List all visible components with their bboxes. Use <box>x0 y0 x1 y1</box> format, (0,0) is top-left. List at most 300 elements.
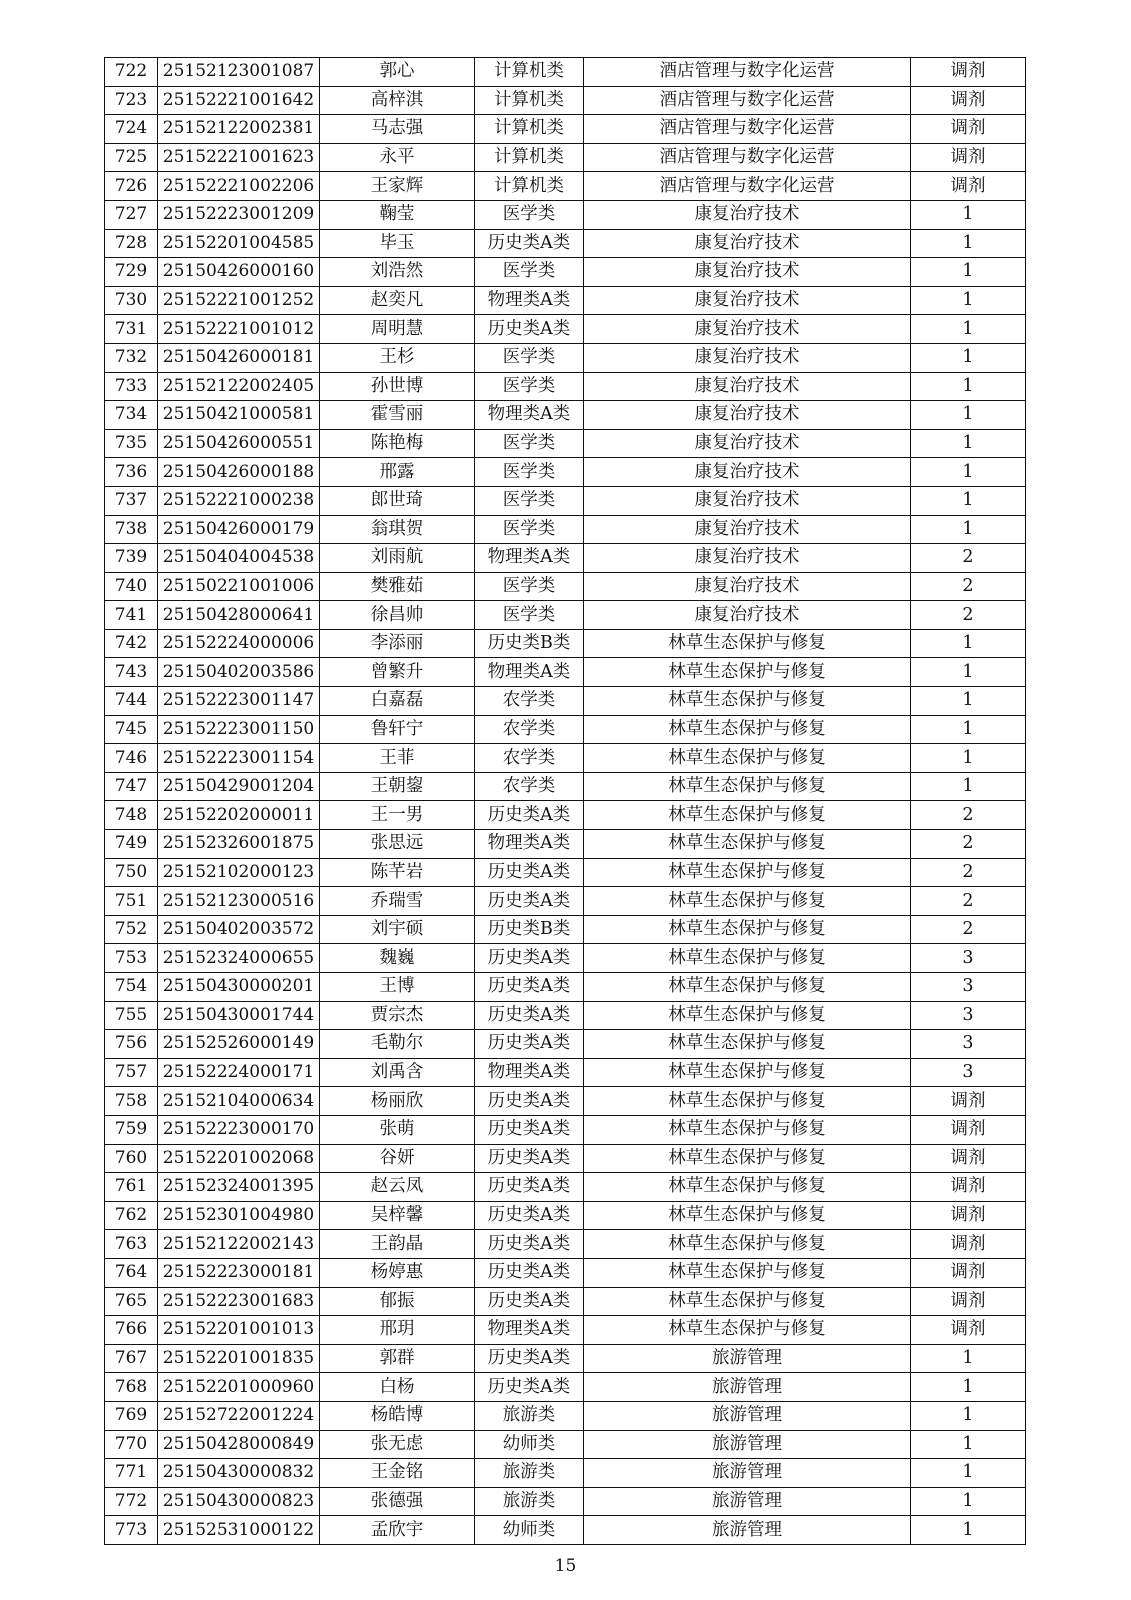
choice-cell: 1 <box>911 1430 1026 1459</box>
seq-cell: 748 <box>105 801 158 830</box>
name-cell: 刘浩然 <box>320 258 475 287</box>
choice-cell: 3 <box>911 1030 1026 1059</box>
candidate-id-cell: 25152301004980 <box>158 1201 320 1230</box>
name-cell: 孟欣宇 <box>320 1516 475 1545</box>
major-cell: 林草生态保护与修复 <box>584 887 911 916</box>
table-row <box>105 1487 1026 1516</box>
candidate-id-cell: 25152223000170 <box>158 1115 320 1144</box>
seq-cell: 754 <box>105 973 158 1002</box>
name-cell: 周明慧 <box>320 315 475 344</box>
seq-cell: 731 <box>105 315 158 344</box>
category-cell: 物理类A类 <box>475 401 584 430</box>
choice-cell: 1 <box>911 258 1026 287</box>
candidate-id-cell: 25152224000171 <box>158 1058 320 1087</box>
choice-cell: 调剂 <box>911 172 1026 201</box>
major-cell: 酒店管理与数字化运营 <box>584 58 911 87</box>
name-cell: 谷妍 <box>320 1144 475 1173</box>
major-cell: 林草生态保护与修复 <box>584 1230 911 1259</box>
name-cell: 杨婷惠 <box>320 1258 475 1287</box>
admission-table <box>104 57 1026 1545</box>
candidate-id-cell: 25150429001204 <box>158 772 320 801</box>
choice-cell: 调剂 <box>911 1258 1026 1287</box>
table-row <box>105 858 1026 887</box>
major-cell: 林草生态保护与修复 <box>584 1173 911 1202</box>
candidate-id-cell: 25152326001875 <box>158 830 320 859</box>
name-cell: 王一男 <box>320 801 475 830</box>
table-row <box>105 1430 1026 1459</box>
choice-cell: 调剂 <box>911 86 1026 115</box>
table-row <box>105 1287 1026 1316</box>
name-cell: 曾繁升 <box>320 658 475 687</box>
seq-cell: 753 <box>105 944 158 973</box>
choice-cell: 2 <box>911 601 1026 630</box>
table-row <box>105 1258 1026 1287</box>
major-cell: 旅游管理 <box>584 1401 911 1430</box>
major-cell: 康复治疗技术 <box>584 486 911 515</box>
table-body <box>105 58 1026 1545</box>
choice-cell: 1 <box>911 658 1026 687</box>
category-cell: 计算机类 <box>475 115 584 144</box>
seq-cell: 725 <box>105 143 158 172</box>
table-row <box>105 1030 1026 1059</box>
candidate-id-cell: 25152324000655 <box>158 944 320 973</box>
category-cell: 历史类A类 <box>475 1087 584 1116</box>
major-cell: 林草生态保护与修复 <box>584 629 911 658</box>
seq-cell: 772 <box>105 1487 158 1516</box>
table-row <box>105 143 1026 172</box>
name-cell: 赵云凤 <box>320 1173 475 1202</box>
table-row <box>105 343 1026 372</box>
name-cell: 张德强 <box>320 1487 475 1516</box>
major-cell: 林草生态保护与修复 <box>584 1115 911 1144</box>
table-row <box>105 458 1026 487</box>
table-row <box>105 772 1026 801</box>
choice-cell: 1 <box>911 486 1026 515</box>
category-cell: 历史类A类 <box>475 1001 584 1030</box>
table-row <box>105 200 1026 229</box>
choice-cell: 调剂 <box>911 143 1026 172</box>
table-row <box>105 715 1026 744</box>
name-cell: 王朝鋆 <box>320 772 475 801</box>
category-cell: 历史类A类 <box>475 1144 584 1173</box>
major-cell: 康复治疗技术 <box>584 544 911 573</box>
name-cell: 赵奕凡 <box>320 286 475 315</box>
category-cell: 物理类A类 <box>475 658 584 687</box>
choice-cell: 1 <box>911 515 1026 544</box>
category-cell: 历史类A类 <box>475 858 584 887</box>
candidate-id-cell: 25150402003572 <box>158 915 320 944</box>
choice-cell: 1 <box>911 372 1026 401</box>
seq-cell: 727 <box>105 200 158 229</box>
candidate-id-cell: 25152122002143 <box>158 1230 320 1259</box>
table-row <box>105 372 1026 401</box>
major-cell: 旅游管理 <box>584 1344 911 1373</box>
candidate-id-cell: 25152221001252 <box>158 286 320 315</box>
table-row <box>105 115 1026 144</box>
candidate-id-cell: 25152201001013 <box>158 1316 320 1345</box>
table-row <box>105 515 1026 544</box>
name-cell: 高梓淇 <box>320 86 475 115</box>
seq-cell: 734 <box>105 401 158 430</box>
seq-cell: 767 <box>105 1344 158 1373</box>
table-row <box>105 601 1026 630</box>
seq-cell: 749 <box>105 830 158 859</box>
name-cell: 吴梓馨 <box>320 1201 475 1230</box>
major-cell: 康复治疗技术 <box>584 572 911 601</box>
candidate-id-cell: 25152223001154 <box>158 744 320 773</box>
candidate-id-cell: 25152104000634 <box>158 1087 320 1116</box>
seq-cell: 735 <box>105 429 158 458</box>
major-cell: 康复治疗技术 <box>584 401 911 430</box>
name-cell: 马志强 <box>320 115 475 144</box>
seq-cell: 755 <box>105 1001 158 1030</box>
candidate-id-cell: 25150426000188 <box>158 458 320 487</box>
major-cell: 康复治疗技术 <box>584 258 911 287</box>
major-cell: 酒店管理与数字化运营 <box>584 143 911 172</box>
name-cell: 毛勒尔 <box>320 1030 475 1059</box>
seq-cell: 765 <box>105 1287 158 1316</box>
category-cell: 历史类A类 <box>475 1115 584 1144</box>
category-cell: 幼师类 <box>475 1430 584 1459</box>
candidate-id-cell: 25152223000181 <box>158 1258 320 1287</box>
choice-cell: 1 <box>911 343 1026 372</box>
seq-cell: 728 <box>105 229 158 258</box>
category-cell: 农学类 <box>475 772 584 801</box>
major-cell: 林草生态保护与修复 <box>584 1287 911 1316</box>
table-row <box>105 687 1026 716</box>
category-cell: 历史类A类 <box>475 229 584 258</box>
seq-cell: 726 <box>105 172 158 201</box>
major-cell: 康复治疗技术 <box>584 229 911 258</box>
category-cell: 历史类A类 <box>475 1344 584 1373</box>
name-cell: 陈芊岩 <box>320 858 475 887</box>
major-cell: 旅游管理 <box>584 1430 911 1459</box>
candidate-id-cell: 25152223001209 <box>158 200 320 229</box>
seq-cell: 737 <box>105 486 158 515</box>
major-cell: 酒店管理与数字化运营 <box>584 115 911 144</box>
choice-cell: 1 <box>911 744 1026 773</box>
table-row <box>105 1115 1026 1144</box>
table-row <box>105 1373 1026 1402</box>
major-cell: 康复治疗技术 <box>584 315 911 344</box>
name-cell: 王韵晶 <box>320 1230 475 1259</box>
candidate-id-cell: 25150426000160 <box>158 258 320 287</box>
seq-cell: 759 <box>105 1115 158 1144</box>
major-cell: 林草生态保护与修复 <box>584 687 911 716</box>
candidate-id-cell: 25152531000122 <box>158 1516 320 1545</box>
seq-cell: 723 <box>105 86 158 115</box>
table-row <box>105 572 1026 601</box>
choice-cell: 调剂 <box>911 58 1026 87</box>
candidate-id-cell: 25150426000551 <box>158 429 320 458</box>
candidate-id-cell: 25150426000181 <box>158 343 320 372</box>
name-cell: 郭群 <box>320 1344 475 1373</box>
major-cell: 林草生态保护与修复 <box>584 944 911 973</box>
category-cell: 医学类 <box>475 458 584 487</box>
seq-cell: 738 <box>105 515 158 544</box>
seq-cell: 722 <box>105 58 158 87</box>
candidate-id-cell: 25152201001835 <box>158 1344 320 1373</box>
category-cell: 医学类 <box>475 429 584 458</box>
category-cell: 历史类A类 <box>475 1173 584 1202</box>
name-cell: 郭心 <box>320 58 475 87</box>
table-row <box>105 887 1026 916</box>
name-cell: 樊雅茹 <box>320 572 475 601</box>
category-cell: 历史类A类 <box>475 1258 584 1287</box>
category-cell: 医学类 <box>475 372 584 401</box>
name-cell: 刘雨航 <box>320 544 475 573</box>
major-cell: 林草生态保护与修复 <box>584 1087 911 1116</box>
table-row <box>105 429 1026 458</box>
name-cell: 张无虑 <box>320 1430 475 1459</box>
major-cell: 林草生态保护与修复 <box>584 715 911 744</box>
seq-cell: 733 <box>105 372 158 401</box>
table-row <box>105 944 1026 973</box>
category-cell: 物理类A类 <box>475 830 584 859</box>
choice-cell: 1 <box>911 315 1026 344</box>
major-cell: 旅游管理 <box>584 1459 911 1488</box>
category-cell: 农学类 <box>475 687 584 716</box>
table-row <box>105 801 1026 830</box>
major-cell: 康复治疗技术 <box>584 286 911 315</box>
category-cell: 历史类A类 <box>475 1373 584 1402</box>
table-row <box>105 1201 1026 1230</box>
page-number: 15 <box>554 1556 577 1576</box>
choice-cell: 调剂 <box>911 115 1026 144</box>
category-cell: 医学类 <box>475 200 584 229</box>
major-cell: 林草生态保护与修复 <box>584 1058 911 1087</box>
table-row <box>105 229 1026 258</box>
category-cell: 历史类A类 <box>475 801 584 830</box>
name-cell: 刘宇硕 <box>320 915 475 944</box>
name-cell: 王家辉 <box>320 172 475 201</box>
seq-cell: 743 <box>105 658 158 687</box>
seq-cell: 744 <box>105 687 158 716</box>
category-cell: 物理类A类 <box>475 286 584 315</box>
seq-cell: 752 <box>105 915 158 944</box>
candidate-id-cell: 25150421000581 <box>158 401 320 430</box>
name-cell: 徐昌帅 <box>320 601 475 630</box>
table-row <box>105 1173 1026 1202</box>
seq-cell: 750 <box>105 858 158 887</box>
seq-cell: 747 <box>105 772 158 801</box>
seq-cell: 729 <box>105 258 158 287</box>
seq-cell: 756 <box>105 1030 158 1059</box>
name-cell: 郎世琦 <box>320 486 475 515</box>
table-row <box>105 58 1026 87</box>
choice-cell: 1 <box>911 200 1026 229</box>
choice-cell: 1 <box>911 1344 1026 1373</box>
major-cell: 康复治疗技术 <box>584 515 911 544</box>
category-cell: 农学类 <box>475 715 584 744</box>
category-cell: 历史类A类 <box>475 315 584 344</box>
seq-cell: 745 <box>105 715 158 744</box>
table-row <box>105 629 1026 658</box>
choice-cell: 2 <box>911 801 1026 830</box>
name-cell: 杨皓博 <box>320 1401 475 1430</box>
choice-cell: 1 <box>911 1459 1026 1488</box>
table-row <box>105 1087 1026 1116</box>
category-cell: 计算机类 <box>475 58 584 87</box>
major-cell: 林草生态保护与修复 <box>584 1201 911 1230</box>
major-cell: 康复治疗技术 <box>584 343 911 372</box>
category-cell: 旅游类 <box>475 1401 584 1430</box>
table-row <box>105 744 1026 773</box>
candidate-id-cell: 25150404004538 <box>158 544 320 573</box>
category-cell: 幼师类 <box>475 1516 584 1545</box>
choice-cell: 2 <box>911 858 1026 887</box>
category-cell: 医学类 <box>475 515 584 544</box>
category-cell: 历史类A类 <box>475 1287 584 1316</box>
name-cell: 李添丽 <box>320 629 475 658</box>
seq-cell: 761 <box>105 1173 158 1202</box>
candidate-id-cell: 25150428000641 <box>158 601 320 630</box>
table-row <box>105 915 1026 944</box>
candidate-id-cell: 25152122002405 <box>158 372 320 401</box>
choice-cell: 1 <box>911 429 1026 458</box>
choice-cell: 2 <box>911 572 1026 601</box>
choice-cell: 1 <box>911 1516 1026 1545</box>
choice-cell: 2 <box>911 830 1026 859</box>
seq-cell: 736 <box>105 458 158 487</box>
name-cell: 翁琪贺 <box>320 515 475 544</box>
choice-cell: 1 <box>911 1373 1026 1402</box>
candidate-id-cell: 25152221002206 <box>158 172 320 201</box>
candidate-id-cell: 25152102000123 <box>158 858 320 887</box>
table-row <box>105 1459 1026 1488</box>
seq-cell: 746 <box>105 744 158 773</box>
name-cell: 邢露 <box>320 458 475 487</box>
choice-cell: 调剂 <box>911 1087 1026 1116</box>
choice-cell: 1 <box>911 229 1026 258</box>
category-cell: 医学类 <box>475 343 584 372</box>
candidate-id-cell: 25152223001147 <box>158 687 320 716</box>
seq-cell: 763 <box>105 1230 158 1259</box>
category-cell: 计算机类 <box>475 143 584 172</box>
table-row <box>105 658 1026 687</box>
choice-cell: 1 <box>911 687 1026 716</box>
category-cell: 物理类A类 <box>475 1316 584 1345</box>
choice-cell: 调剂 <box>911 1144 1026 1173</box>
major-cell: 林草生态保护与修复 <box>584 772 911 801</box>
choice-cell: 调剂 <box>911 1173 1026 1202</box>
name-cell: 邢玥 <box>320 1316 475 1345</box>
seq-cell: 762 <box>105 1201 158 1230</box>
candidate-id-cell: 25150430000832 <box>158 1459 320 1488</box>
name-cell: 鲁轩宁 <box>320 715 475 744</box>
name-cell: 白嘉磊 <box>320 687 475 716</box>
name-cell: 王菲 <box>320 744 475 773</box>
major-cell: 林草生态保护与修复 <box>584 1316 911 1345</box>
name-cell: 魏巍 <box>320 944 475 973</box>
name-cell: 永平 <box>320 143 475 172</box>
name-cell: 孙世博 <box>320 372 475 401</box>
choice-cell: 1 <box>911 401 1026 430</box>
candidate-id-cell: 25152224000006 <box>158 629 320 658</box>
category-cell: 计算机类 <box>475 86 584 115</box>
name-cell: 白杨 <box>320 1373 475 1402</box>
table-row <box>105 86 1026 115</box>
category-cell: 旅游类 <box>475 1459 584 1488</box>
name-cell: 王博 <box>320 973 475 1002</box>
major-cell: 林草生态保护与修复 <box>584 858 911 887</box>
choice-cell: 1 <box>911 629 1026 658</box>
major-cell: 林草生态保护与修复 <box>584 801 911 830</box>
seq-cell: 771 <box>105 1459 158 1488</box>
seq-cell: 742 <box>105 629 158 658</box>
category-cell: 历史类A类 <box>475 973 584 1002</box>
major-cell: 酒店管理与数字化运营 <box>584 172 911 201</box>
major-cell: 林草生态保护与修复 <box>584 1144 911 1173</box>
name-cell: 贾宗杰 <box>320 1001 475 1030</box>
candidate-id-cell: 25150430000201 <box>158 973 320 1002</box>
seq-cell: 766 <box>105 1316 158 1345</box>
seq-cell: 739 <box>105 544 158 573</box>
category-cell: 医学类 <box>475 572 584 601</box>
name-cell: 张萌 <box>320 1115 475 1144</box>
choice-cell: 1 <box>911 715 1026 744</box>
seq-cell: 751 <box>105 887 158 916</box>
table-row <box>105 1316 1026 1345</box>
seq-cell: 758 <box>105 1087 158 1116</box>
major-cell: 康复治疗技术 <box>584 601 911 630</box>
major-cell: 康复治疗技术 <box>584 429 911 458</box>
seq-cell: 773 <box>105 1516 158 1545</box>
choice-cell: 1 <box>911 286 1026 315</box>
choice-cell: 3 <box>911 1058 1026 1087</box>
choice-cell: 2 <box>911 887 1026 916</box>
table-row <box>105 1001 1026 1030</box>
category-cell: 旅游类 <box>475 1487 584 1516</box>
seq-cell: 741 <box>105 601 158 630</box>
name-cell: 杨丽欣 <box>320 1087 475 1116</box>
category-cell: 医学类 <box>475 601 584 630</box>
name-cell: 陈艳梅 <box>320 429 475 458</box>
table-row <box>105 973 1026 1002</box>
major-cell: 林草生态保护与修复 <box>584 1030 911 1059</box>
table-row <box>105 1230 1026 1259</box>
major-cell: 林草生态保护与修复 <box>584 915 911 944</box>
candidate-id-cell: 25152202000011 <box>158 801 320 830</box>
table-row <box>105 172 1026 201</box>
seq-cell: 768 <box>105 1373 158 1402</box>
candidate-id-cell: 25152223001683 <box>158 1287 320 1316</box>
major-cell: 旅游管理 <box>584 1516 911 1545</box>
name-cell: 霍雪丽 <box>320 401 475 430</box>
candidate-id-cell: 25150430000823 <box>158 1487 320 1516</box>
table-row <box>105 1401 1026 1430</box>
choice-cell: 调剂 <box>911 1287 1026 1316</box>
name-cell: 乔瑞雪 <box>320 887 475 916</box>
category-cell: 历史类B类 <box>475 629 584 658</box>
name-cell: 郁振 <box>320 1287 475 1316</box>
seq-cell: 764 <box>105 1258 158 1287</box>
category-cell: 历史类A类 <box>475 944 584 973</box>
choice-cell: 1 <box>911 772 1026 801</box>
choice-cell: 3 <box>911 944 1026 973</box>
candidate-id-cell: 25150402003586 <box>158 658 320 687</box>
seq-cell: 724 <box>105 115 158 144</box>
major-cell: 林草生态保护与修复 <box>584 973 911 1002</box>
category-cell: 物理类A类 <box>475 544 584 573</box>
major-cell: 康复治疗技术 <box>584 200 911 229</box>
major-cell: 旅游管理 <box>584 1373 911 1402</box>
seq-cell: 769 <box>105 1401 158 1430</box>
seq-cell: 740 <box>105 572 158 601</box>
major-cell: 林草生态保护与修复 <box>584 658 911 687</box>
candidate-id-cell: 25150221001006 <box>158 572 320 601</box>
table-row <box>105 401 1026 430</box>
